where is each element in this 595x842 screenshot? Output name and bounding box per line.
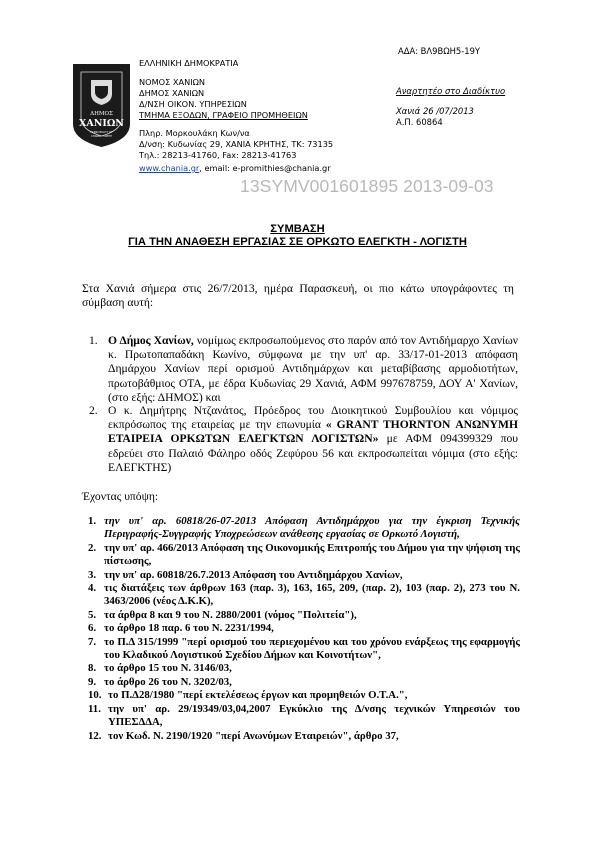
- logo-word-sub1: MUNICIPALITY OF: [90, 131, 113, 134]
- intro-paragraph: Στα Χανιά σήμερα στις 26/7/2013, ημέρα Παρασκευή, οι πιο κάτω υπογράφοντες τη σύμβαση αυτή:: [82, 282, 514, 310]
- party-2-name: « GRANT THORNTON ΑΝΩΝΥΜΗ ΕΤΑΙΡΕΙΑ ΟΡΚΩΤΩΝ ΕΛΕΓΚΤΩΝ ΛΟΓΙΣΤΩΝ»: [108, 418, 518, 446]
- document-subtitle: ΓΙΑ ΤΗΝ ΑΝΑΘΕΣΗ ΕΡΓΑΣΙΑΣ ΣΕ ΟΡΚΩΤΟ ΕΛΕΓΚΤΗ - ΛΟΓΙΣΤΗ: [128, 236, 467, 248]
- list-item: 7. το Π.Δ 315/1999 "περί ορισμού του περιεχομένου και του χρόνου ενάρξεως της εφαρμογής του Κλαδικού Λογιστικού Σχεδίου Δήμων και Κοινοτήτων",: [88, 635, 520, 662]
- list-item: 10. το Π.Δ28/1980 "περί εκτελέσεως έργων και προμηθειών Ο.Τ.Α.",: [88, 689, 408, 702]
- list-item: 12. τον Κωδ. Ν. 2190/1920 "περί Ανωνύμων Εταιρειών", άρθρο 37,: [88, 729, 399, 742]
- email-text[interactable]: email: e-promithies@chania.gr: [204, 163, 331, 173]
- header-address: Δ/νση: Κυδωνίας 29, ΧΑΝΙΑ ΚΡΗΤΗΣ, ΤΚ: 73135: [139, 139, 334, 149]
- header-protocol: Α.Π. 60864: [396, 117, 443, 127]
- header-contact-line: www.chania.gr, email: e-promithies@chania.gr: [139, 163, 331, 173]
- document-title: ΣΥΜΒΑΣΗ: [270, 223, 325, 235]
- list-item: 9. το άρθρο 26 του Ν. 3202/03,: [88, 675, 232, 688]
- party-2-number: 2.: [89, 404, 98, 417]
- list-item: 5. τα άρθρα 8 και 9 του Ν. 2880/2001 (νόμος "Πολιτεία"),: [88, 608, 357, 621]
- list-item: 8. το άρθρο 15 του Ν. 3146/03,: [88, 662, 232, 675]
- considerations-list: [88, 515, 520, 743]
- header-date: Χανιά 26 /07/2013: [396, 106, 474, 116]
- header-directorate: Δ/ΝΣΗ ΟΙΚΟΝ. ΥΠΗΡΕΣΙΩΝ: [139, 99, 247, 109]
- logo-word-city: ΧΑΝΙΩΝ: [78, 118, 125, 129]
- party-1-text: νομίμως εκπροσωπούμενος στο παρόν από τον Αντιδήμαρχο Χανίων κ. Πρωτοπαπαδάκη Κωνίνο, σύμφωνα με την υπ' αρ. 33/17-01-2013 απόφαση Δημάρχου Χανίων περί ορισμού Αντιδημάρχων και μεταβίβασης αρμοδιοτήτων, πρωτοβάθμιος ΟΤΑ, με έδρα Κυδωνίας 29 Χανιά, ΑΦΜ 997678759, ΔΟΥ Α' Χανίων, (στο εξής: ΔΗΜΟΣ) και: [108, 334, 518, 404]
- party-2-pre: Ο κ. Δημήτρης Ντζανάτος, Πρόεδρος του Διοικητικού Συμβουλίου και νόμιμος εκπρόσωπος της εταιρείας με την επωνυμία: [108, 404, 518, 432]
- header-phone: Τηλ.: 28213-41760, Fax: 28213-41763: [139, 150, 297, 160]
- list-item: 2. την υπ' αρ. 466/2013 Απόφαση της Οικονομικής Επιτροπής του Δήμου για την ψήφιση της πίστωσης,: [88, 541, 520, 568]
- header-department: ΤΜΗΜΑ ΕΞΟΔΩΝ, ΓΡΑΦΕΙΟ ΠΡΟΜΗΘΕΙΩΝ: [139, 110, 308, 120]
- list-item: 6. το άρθρο 18 παρ. 6 του Ν. 2231/1994,: [88, 622, 274, 635]
- list-item: 11. την υπ' αρ. 29/19349/03,04,2007 Εγκύκλιο της Δ/νσης τεχνικών Υπηρεσιών του ΥΠΕΣΔΔΑ,: [88, 702, 520, 729]
- header-ada: ΑΔΑ: ΒΛ9ΒΩΗ5-19Υ: [398, 46, 481, 56]
- registry-stamp: 13SYMV001601895 2013-09-03: [240, 176, 494, 196]
- party-2-paragraph: [108, 404, 518, 475]
- logo-word-sub2: CHANIA - CRETE: [90, 135, 113, 138]
- party-1-name: Ο Δήμος Χανίων,: [108, 334, 194, 347]
- header-info-person: Πληρ. Μορκουλάκη Κων/να: [139, 128, 250, 138]
- header-posted-online: Αναρτητέο στο Διαδίκτυο: [396, 86, 506, 96]
- party-2-text: με ΑΦΜ 094399329 που εδρεύει στο Παλαιό Φάληρο οδός Ζεφύρου 56 και εκπροσωπείται νόμιμα (στο εξής: ΕΛΕΓΚΤΗΣ): [108, 432, 518, 474]
- header-republic: ΕΛΛΗΝΙΚΗ ΔΗΜΟΚΡΑΤΙΑ: [139, 58, 239, 68]
- municipality-logo: [73, 64, 130, 147]
- header-municipality: ΔΗΜΟΣ ΧΑΝΙΩΝ: [139, 88, 205, 98]
- list-item: 3. την υπ' αρ. 60818/26.7.2013 Απόφαση του Αντιδημάρχου Χανίων,: [88, 568, 403, 581]
- list-item: 1. την υπ' αρ. 60818/26-07-2013 Απόφαση Αντιδημάρχου για την έγκριση Τεχνικής Περιγραφής-Συγγραφής Υποχρεώσεων ανάθεσης εργασίας σε Ορκωτό Λογιστή,: [88, 515, 520, 541]
- list-item: 4. τις διατάξεις των άρθρων 163 (παρ. 3), 163, 165, 209, (παρ. 2), 103 (παρ. 2), 273 του Ν. 3463/2006 (νέος Δ.Κ.Κ),: [88, 582, 520, 608]
- party-1-paragraph: [108, 334, 518, 405]
- considering-heading: Έχοντας υπόψη:: [82, 490, 159, 503]
- header-prefecture: ΝΟΜΟΣ ΧΑΝΙΩΝ: [139, 77, 205, 87]
- party-1-number: 1.: [89, 334, 98, 347]
- logo-word-municipality: ΔΗΜΟΣ: [90, 111, 113, 117]
- website-link[interactable]: www.chania.gr: [139, 163, 200, 173]
